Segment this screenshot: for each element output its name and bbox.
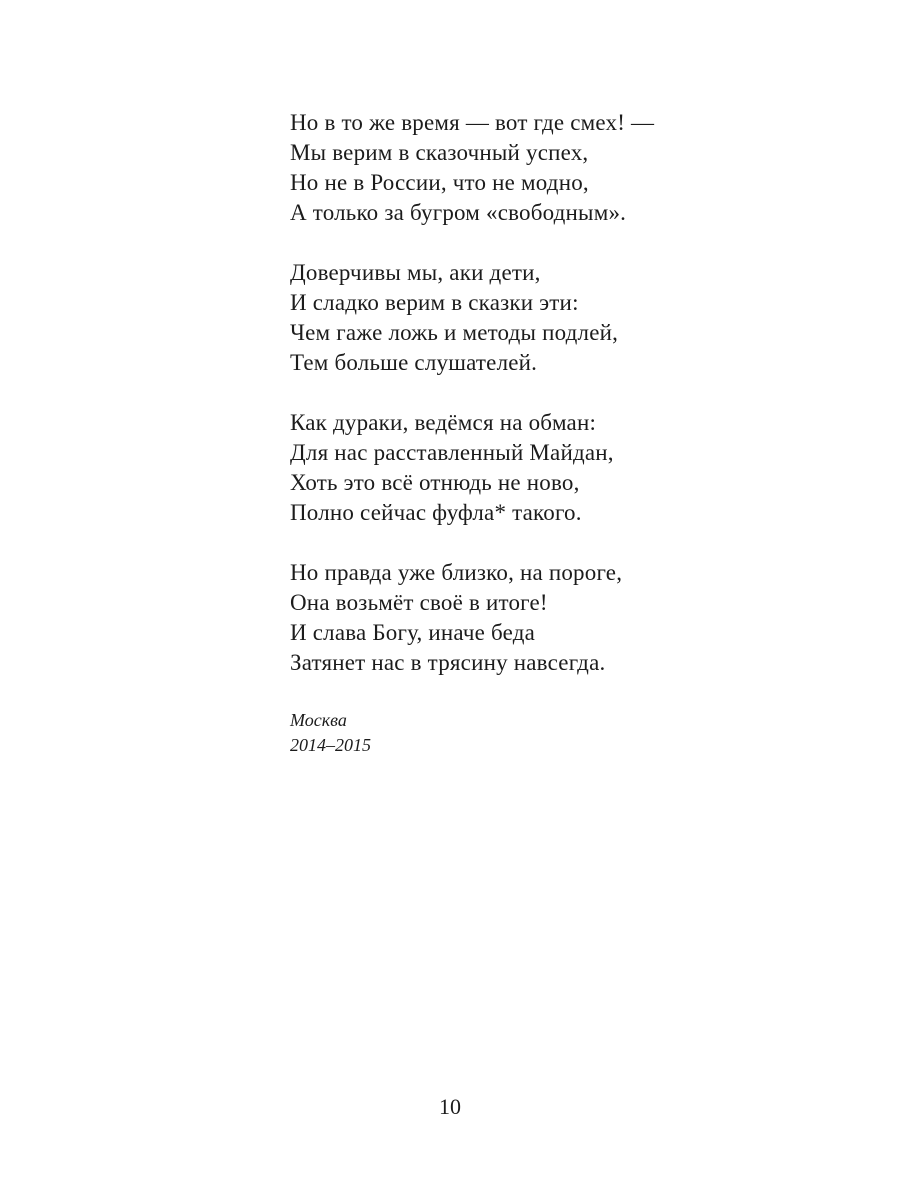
stanza-1 — [290, 108, 810, 228]
poem-line: Как дураки, ведёмся на обман: — [290, 410, 597, 435]
poem-line: Мы верим в сказочный успех, — [290, 140, 589, 165]
poem-line: Но правда уже близко, на пороге, — [290, 560, 623, 585]
poem-line: Тем больше слушателей. — [290, 350, 538, 375]
poem — [290, 108, 810, 758]
poem-line: Чем гаже ложь и методы подлей, — [290, 320, 619, 345]
poem-line: Но в то же время — вот где смех! — — [290, 110, 655, 135]
poem-line: Для нас расставленный Майдан, — [290, 440, 614, 465]
stanza-4 — [290, 558, 810, 678]
signature-place: Москва — [290, 710, 347, 730]
signature — [290, 708, 810, 758]
page-number: 10 — [439, 1094, 461, 1119]
poem-line: А только за бугром «свободным». — [290, 200, 627, 225]
poem-line: Она возьмёт своё в итоге! — [290, 590, 548, 615]
poem-line: Доверчивы мы, аки дети, — [290, 260, 541, 285]
poem-line: Но не в России, что не модно, — [290, 170, 589, 195]
poem-line: Хоть это всё отнюдь не ново, — [290, 470, 580, 495]
stanza-3 — [290, 408, 810, 528]
signature-years: 2014–2015 — [290, 735, 371, 755]
poem-line: Затянет нас в трясину навсегда. — [290, 650, 606, 675]
poem-line: И сладко верим в сказки эти: — [290, 290, 579, 315]
poem-line: И слава Богу, иначе беда — [290, 620, 536, 645]
poem-line: Полно сейчас фуфла* такого. — [290, 500, 582, 525]
stanza-2 — [290, 258, 810, 378]
